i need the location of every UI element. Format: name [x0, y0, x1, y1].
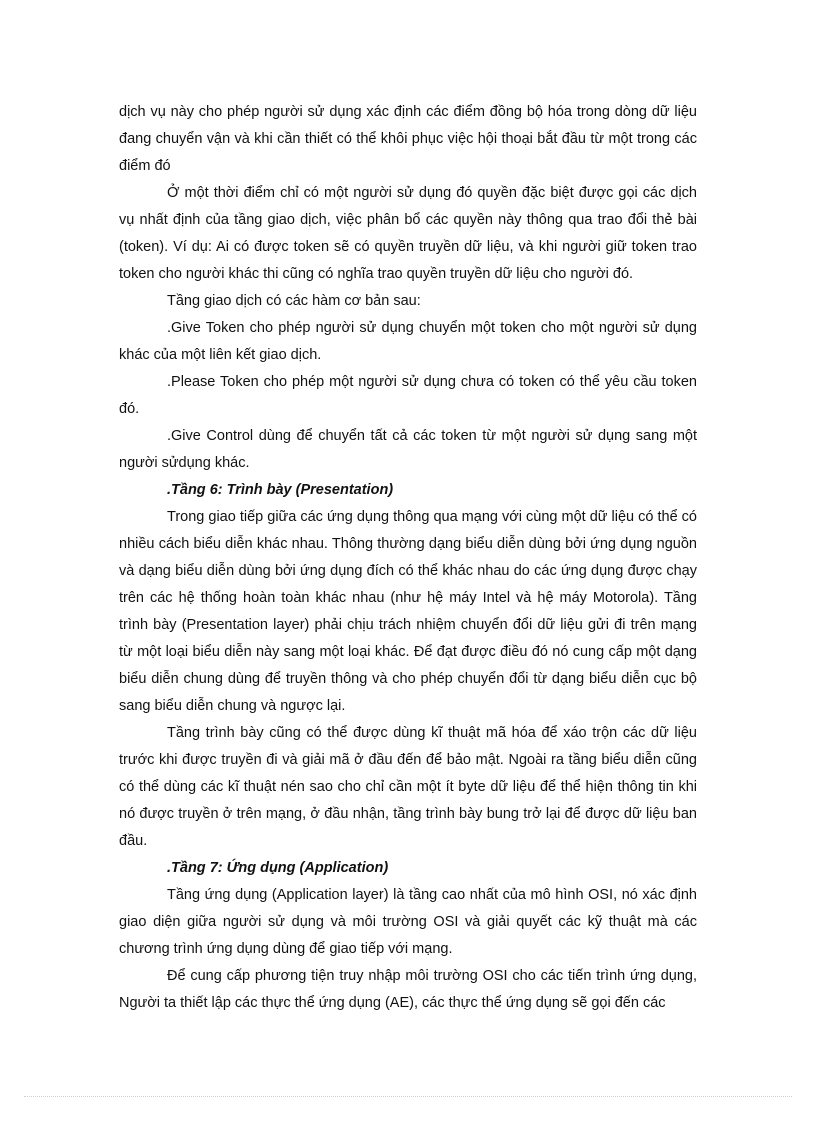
bullet-text: Give Control dùng để chuyển tất cả các token từ một người sử dụng sang một người sửdụng khác. [119, 428, 697, 471]
heading-mark: . [167, 482, 172, 498]
paragraph-application-entities: Để cung cấp phương tiện truy nhập môi trường OSI cho các tiến trình ứng dụng, Người ta thiết lập các thực thể ứng dụng (AE), các thực thể ứng dụng sẽ gọi đến các [119, 968, 697, 1011]
bullet-give-token [119, 315, 697, 369]
bullet-please-token [119, 369, 697, 423]
paragraph-application-layer: Tầng ứng dụng (Application layer) là tầng cao nhất của mô hình OSI, nó xác định giao diện giữa người sử dụng và môi trường OSI và giải quyết các kỹ thuật mà các chương trình ứng dụng dùng để giao tiếp với mạng. [119, 887, 697, 957]
paragraph-sync-points: dịch vụ này cho phép người sử dụng xác định các điểm đồng bộ hóa trong dòng dữ liệu đang chuyển vận và khi cần thiết có thể khôi phục việc hội thoại bắt đầu từ một trong các điểm đó [119, 104, 697, 174]
bullet-mark: . [167, 374, 172, 390]
heading-text: Tầng 6: Trình bày (Presentation) [171, 482, 394, 498]
document-body [119, 99, 697, 1017]
page-bottom-rule [24, 1096, 792, 1097]
bullet-mark: . [167, 428, 172, 444]
heading-text: Tầng 7: Ứng dụng (Application) [171, 860, 389, 876]
bullet-mark: . [167, 320, 172, 336]
bullet-give-control [119, 423, 697, 477]
paragraph-session-functions-intro: Tầng giao dịch có các hàm cơ bản sau: [167, 293, 421, 309]
bullet-text: Give Token cho phép người sử dụng chuyển một token cho một người sử dụng khác của một liên kết giao dịch. [119, 320, 697, 363]
paragraph-presentation-representation: Trong giao tiếp giữa các ứng dụng thông qua mạng với cùng một dữ liệu có thể có nhiều cách biểu diễn khác nhau. Thông thường dạng biểu diễn dùng bởi ứng dụng nguồn và dạng biểu diễn dùng bởi ứng dụng đích có thể khác nhau do các ứng dụng được chạy trên các hệ thống hoàn toàn khác nhau (như hệ máy Intel và hệ máy Motorola). Tầng trình bày (Presentation layer) phải chịu trách nhiệm chuyển đổi dữ liệu gửi đi trên mạng từ một loại biểu diễn này sang một loại khác. Để đạt được điều đó nó cung cấp một dạng biểu diễn chung dùng để truyền thông và cho phép chuyển đổi từ dạng biểu diễn cục bộ sang biểu diễn chung và ngược lại. [119, 509, 697, 714]
paragraph-token-rights: Ở một thời điểm chỉ có một người sử dụng đó quyền đặc biệt được gọi các dịch vụ nhất định của tầng giao dịch, việc phân bổ các quyền này thông qua trao đổi thẻ bài (token). Ví dụ: Ai có được token sẽ có quyền truyền dữ liệu, và khi người giữ token trao token cho người khác thi cũng có nghĩa trao quyền truyền dữ liệu cho người đó. [119, 185, 697, 282]
heading-layer-6-presentation [119, 477, 697, 504]
bullet-text: Please Token cho phép một người sử dụng chưa có token có thể yêu cầu token đó. [119, 374, 697, 417]
heading-mark: . [167, 860, 172, 876]
paragraph-presentation-encryption: Tầng trình bày cũng có thể được dùng kĩ thuật mã hóa để xáo trộn các dữ liệu trước khi được truyền đi và giải mã ở đầu đến để bảo mật. Ngoài ra tầng biểu diễn cũng có thể dùng các kĩ thuật nén sao cho chỉ cần một ít byte dữ liệu để thể hiện thông tin khi nó được truyền ở trên mạng, ở đầu nhận, tầng trình bày bung trở lại để được dữ liệu ban đầu. [119, 725, 697, 849]
heading-layer-7-application [119, 855, 697, 882]
